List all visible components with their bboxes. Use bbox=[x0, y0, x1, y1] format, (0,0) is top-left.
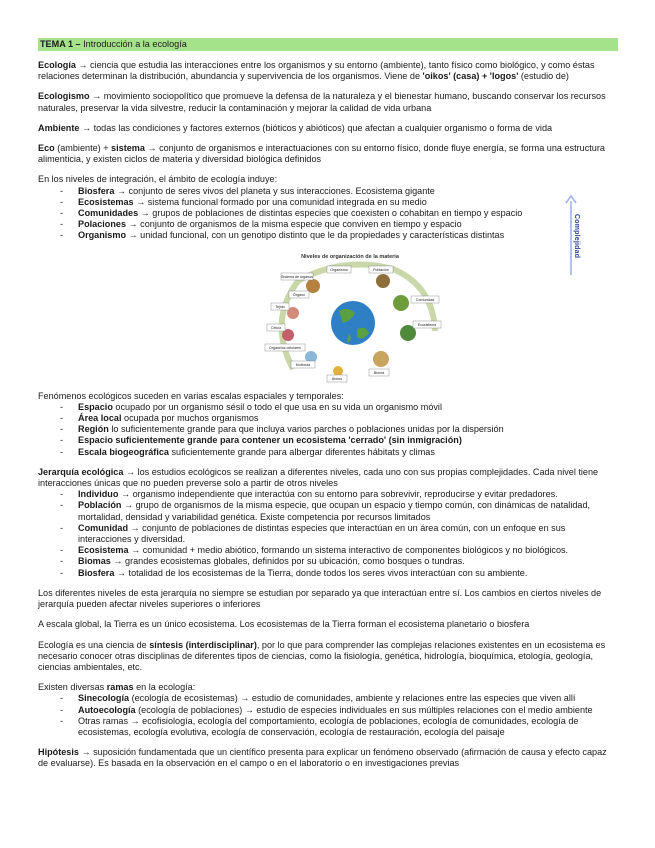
term: Población bbox=[78, 500, 122, 511]
def-text: → movimiento sociopolítico que promueve la defensa de la naturaleza y el bienestar humano, buscando conservar los recursos naturales, preservar la vida silvestre, reducir la contaminación y mejorar la calidad de vida urbana bbox=[38, 91, 606, 113]
item-text: → grupo de organismos de la misma especie, que ocupan un espacio y tiempo común, con dinámicas de natalidad, mortalidad, densidad y variabilidad genética. Existe competencia por recursos limitados bbox=[78, 500, 591, 522]
item-text: → conjunto de seres vivos del planeta y sus interacciones. Ecosistema gigante bbox=[114, 185, 435, 196]
item-text: suficientemente grande para albergar diferentes hábitats y climas bbox=[168, 446, 435, 457]
term: Biosfera bbox=[78, 567, 115, 578]
term: ramas bbox=[106, 682, 134, 693]
list-item bbox=[38, 716, 618, 738]
term: Polaciones bbox=[78, 219, 127, 230]
list-item bbox=[38, 186, 618, 197]
list-item bbox=[38, 545, 618, 556]
fenomenos-list bbox=[38, 402, 618, 458]
list-item bbox=[38, 523, 618, 545]
list-item bbox=[38, 413, 618, 424]
item-text: → totalidad de los ecosistemas de la Tierra, donde todos los seres vivos interactúan con su ambiente. bbox=[114, 567, 528, 578]
list-item bbox=[38, 230, 618, 241]
page-title bbox=[38, 38, 618, 51]
def-text: → ciencia que estudia las interacciones entre los organismos y su entorno (ambiente), tanto físico como biológico, y como éstas relaciones determinan la distribución, abundancia y supervivencia de los organismos. Viene de bbox=[38, 60, 595, 82]
term: síntesis (interdisciplinar) bbox=[149, 639, 257, 650]
def-ecologismo bbox=[38, 91, 618, 113]
term: Ecología bbox=[38, 60, 76, 70]
fig-label: Bioma bbox=[373, 370, 385, 375]
list-item bbox=[38, 424, 618, 435]
list-item bbox=[38, 500, 618, 522]
term: Espacio bbox=[78, 401, 113, 412]
def-text: → los estudios ecológicos se realizan a diferentes niveles, cada uno con sus propias complejidades. Cada nivel tiene interacciones únicas que no pueden preverse solo a partir de otros niveles bbox=[38, 466, 599, 489]
def-ambiente bbox=[38, 123, 618, 134]
list-item bbox=[38, 435, 618, 446]
def-text: → todas las condiciones y factores externos (bióticos y abióticos) que afectan a cualquier organismo o forma de vida bbox=[79, 122, 553, 133]
def-text: , por lo que para comprender las complejas relaciones existentes en un ecosistema es necesario conocer otras disciplinas de diferentes tipos de ciencias, como la fisiología, genética, hidrología, bioquímica, etología, geología, ciencias ambientales, etc. bbox=[38, 639, 606, 672]
term: Biosfera bbox=[78, 185, 115, 196]
term: Jerarquía ecológica bbox=[38, 466, 124, 477]
def-hipotesis bbox=[38, 747, 618, 769]
etymology: 'oikos' (casa) + 'logos' bbox=[422, 71, 519, 82]
def-text: (ambiente) + bbox=[54, 143, 112, 154]
fig-label: Organismo bbox=[330, 267, 348, 272]
fenomenos-intro: Fenómenos ecológicos suceden en varias escalas espaciales y temporales: bbox=[38, 390, 344, 401]
figure-title: Niveles de organización de la materia bbox=[301, 253, 399, 260]
term: Autoecología bbox=[78, 704, 136, 715]
list-item bbox=[38, 208, 618, 219]
fig-label: Átomo bbox=[331, 376, 343, 381]
title-text: Introducción a la ecología bbox=[83, 39, 187, 49]
item-text: → sistema funcional formado por una comunidad integrada en su medio bbox=[133, 196, 427, 207]
term: Individuo bbox=[78, 489, 119, 500]
earth-globe-icon bbox=[331, 301, 375, 345]
niveles-note: Los diferentes niveles de esta jerarquía no siempre se estudian por separado ya que interactúan entre sí. Los cambios en ciertos niveles de jerarquía pueden afectar niveles superiores o inferiores bbox=[38, 587, 602, 610]
list-item bbox=[38, 693, 618, 704]
term: Biomas bbox=[78, 556, 111, 567]
item-text: → grandes ecosistemas globales, definidos por su ubicación, como bosques o tundras. bbox=[110, 556, 465, 567]
list-item bbox=[38, 556, 618, 567]
title-prefix: TEMA 1 – bbox=[40, 39, 84, 49]
term: Comunidad bbox=[78, 522, 129, 533]
document-page bbox=[38, 38, 618, 779]
fig-label: Población bbox=[373, 267, 389, 272]
def-text: Ecología es una ciencia de bbox=[38, 639, 150, 650]
item-text: ocupado por un organismo sésil o todo el que usa en su vida un organismo móvil bbox=[112, 401, 442, 412]
item-text: (ecología de poblaciones) → estudio de especies individuales en sus múltiples relaciones con el medio ambiente bbox=[135, 704, 593, 715]
def-text: → conjunto de organismos e interactuaciones con su entorno físico, donde fluye energía, se forma una estructura alimenticia, y existen ciclos de materia y diversidad biológica definidos bbox=[38, 143, 605, 165]
fig-label: Organelos celulares bbox=[269, 345, 301, 350]
def-jerarquia bbox=[38, 467, 618, 489]
niveles-intro: En los niveles de integración, el ámbito de ecología induye: bbox=[38, 174, 278, 185]
niveles-list bbox=[38, 186, 618, 242]
biome-icon bbox=[373, 351, 389, 367]
term: Área local bbox=[78, 413, 122, 424]
atom-icon bbox=[333, 366, 343, 376]
def-text: Existen diversas bbox=[38, 682, 107, 693]
fig-label: Órgano bbox=[293, 292, 305, 297]
list-item bbox=[38, 402, 618, 413]
def-sintesis bbox=[38, 640, 618, 674]
term: Ambiente bbox=[38, 122, 80, 133]
population-icon bbox=[376, 274, 390, 288]
jerarquia-list bbox=[38, 489, 618, 579]
complexity-label: Complejidad bbox=[573, 214, 580, 259]
term: Espacio suficientemente grande para contener un ecosistema 'cerrado' (sin inmigración) bbox=[78, 435, 462, 446]
item-text: lo suficientemente grande para que incluya varios parches o poblaciones unidas por la dispersión bbox=[108, 424, 504, 435]
term: Comunidades bbox=[78, 208, 139, 219]
term: sistema bbox=[111, 143, 145, 154]
item-text: → conjunto de poblaciones de distintas especies que interactúan en un área común, con un enfoque en sus interacciones y diversidad. bbox=[78, 522, 566, 545]
list-item bbox=[38, 705, 618, 716]
item-text: → organismo independiente que interactúa con su entorno para sobrevivir, reproducirse y evitar predadores. bbox=[118, 489, 558, 500]
list-item bbox=[38, 489, 618, 500]
item-text: → conjunto de organismos de la misma especie que conviven en tiempo y espacio bbox=[126, 219, 462, 230]
ramas-list bbox=[38, 693, 618, 738]
levels-of-organization-figure bbox=[253, 251, 448, 383]
figure-container bbox=[38, 251, 618, 383]
item-text: → grupos de poblaciones de distintas especies que coexisten o cohabitan en tiempo y espacio bbox=[138, 208, 523, 219]
term: Escala biogeográfica bbox=[78, 446, 169, 457]
def-ecologia bbox=[38, 60, 618, 82]
fig-label: Molécula bbox=[295, 362, 311, 367]
item-text: (ecología de ecosistemas) → estudio de comunidades, ambiente y relaciones entre las especies que viven allí bbox=[129, 693, 576, 704]
list-item bbox=[38, 568, 618, 579]
item-text: Otras ramas → ecofisiología, ecología del comportamiento, ecología de poblaciones, ecología de comunidades, ecología de ecosistemas, ecología evolutiva, ecología de conservación, ecología de restauración, ecología del paisaje bbox=[78, 715, 579, 737]
term: Ecosistema bbox=[78, 545, 129, 556]
def-text: en la ecología: bbox=[133, 682, 196, 693]
term: Sinecología bbox=[78, 693, 130, 704]
item-text: → comunidad + medio abiótico, formando un sistema interactivo de componentes biológicos y no biológicos. bbox=[128, 545, 569, 556]
fig-label: Sistema de órganos bbox=[281, 274, 313, 279]
fig-label: Comunidad bbox=[415, 297, 435, 302]
community-icon bbox=[393, 295, 409, 311]
fig-label: Célula bbox=[270, 325, 282, 330]
list-item bbox=[38, 447, 618, 458]
term: Eco bbox=[38, 143, 55, 154]
item-text: → unidad funcional, con un genotipo distinto que le da propiedades y características distintas bbox=[126, 230, 505, 241]
term: Hipótesis bbox=[38, 747, 79, 758]
item-text: ocupada por muchos organismos bbox=[121, 413, 259, 424]
escala-global: A escala global, la Tierra es un único ecosistema. Los ecosistemas de la Tierra forman el ecosistema planetario o biosfera bbox=[38, 619, 530, 630]
list-item bbox=[38, 219, 618, 230]
term: Organismo bbox=[78, 230, 127, 241]
term: Región bbox=[78, 424, 109, 435]
def-text: (estudio de) bbox=[518, 71, 569, 82]
def-text: → suposición fundamentada que un científico presenta para explicar un fenómeno observado (afirmación de causa y efecto capaz de evaluarse). Es basada en la observación en el campo o en el laboratorio o en investigaciones previas bbox=[38, 747, 607, 769]
term: Ecosistemas bbox=[78, 196, 134, 207]
def-ecosistema bbox=[38, 143, 618, 165]
fig-label: Ecosistema bbox=[417, 322, 437, 327]
fig-label: Tejido bbox=[275, 304, 285, 309]
ramas-intro bbox=[38, 682, 618, 693]
list-item bbox=[38, 197, 618, 208]
term: Ecologismo bbox=[38, 91, 90, 102]
